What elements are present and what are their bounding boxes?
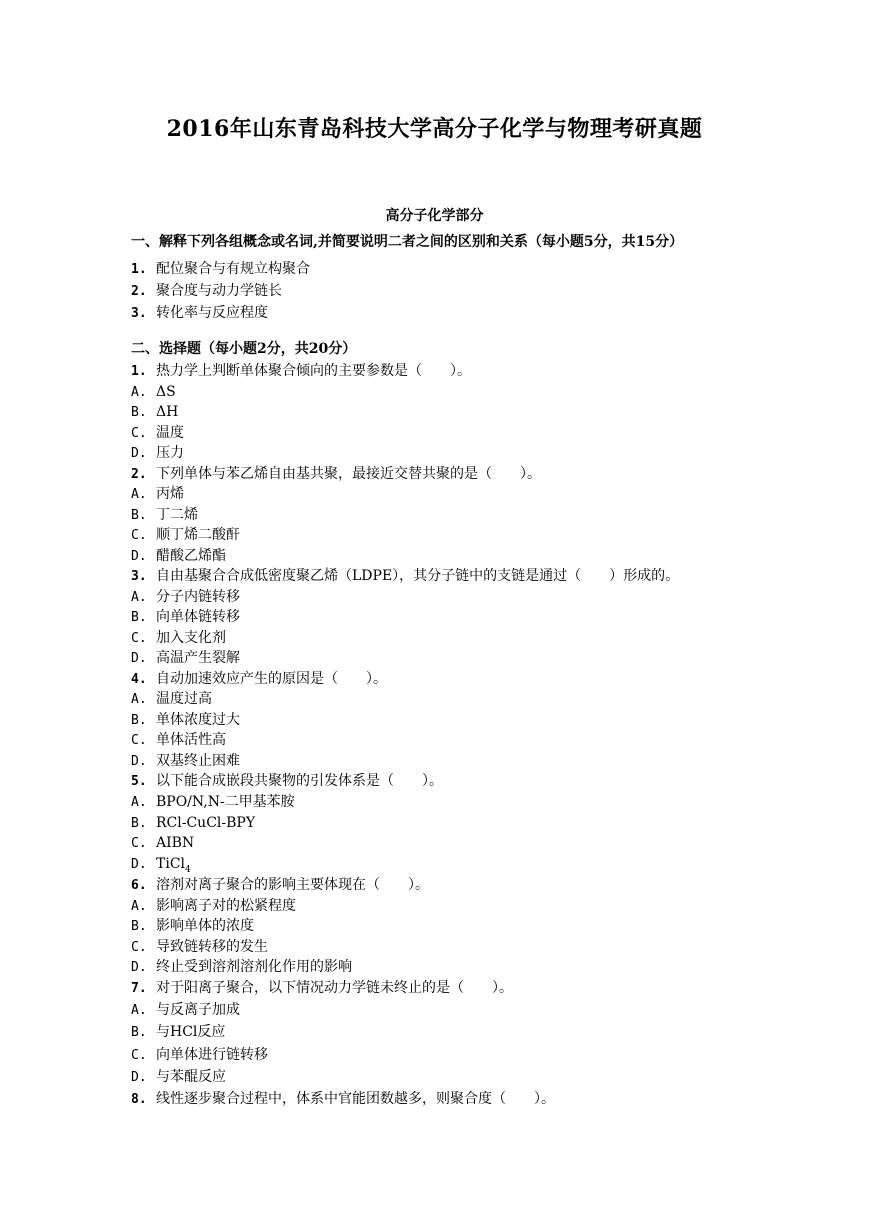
subscript: 4: [185, 864, 191, 875]
option: D. TiCl$_4$: [131, 856, 191, 875]
option: B. 与HCl反应: [131, 1024, 226, 1040]
option: A. 分子内链转移: [131, 589, 240, 605]
part-title: 高分子化学部分: [385, 208, 484, 224]
option: C. 顺丁烯二酸酐: [131, 527, 240, 543]
option: A. BPO/N,N-二甲基苯胺: [131, 794, 295, 810]
option: D. 高温产生裂解: [131, 650, 240, 666]
option: C. 加入支化剂: [131, 630, 226, 646]
option: D. 双基终止困难: [131, 753, 240, 769]
option: B. ΔH: [131, 404, 179, 420]
option: D. 压力: [131, 445, 184, 461]
option: A. 温度过高: [131, 691, 212, 707]
question: 8. 线性逐步聚合过程中，体系中官能团数越多，则聚合度（ ）。: [131, 1091, 555, 1107]
question: 1. 热力学上判断单体聚合倾向的主要参数是（ ）。: [131, 363, 471, 379]
question: 7. 对于阳离子聚合，以下情况动力学链未终止的是（ ）。: [131, 980, 513, 996]
option: C. 导致链转移的发生: [131, 939, 268, 955]
question: 4. 自动加速效应产生的原因是（ ）。: [131, 671, 387, 687]
section2-heading: 二、选择题（每小题2分，共20分）: [131, 341, 357, 357]
option: C. 单体活性高: [131, 732, 226, 748]
option: A. ΔS: [131, 384, 176, 400]
option: C. AIBN: [131, 835, 195, 851]
option: A. 与反离子加成: [131, 1002, 240, 1018]
option: C. 向单体进行链转移: [131, 1047, 268, 1063]
question: 6. 溶剂对离子聚合的影响主要体现在（ ）。: [131, 877, 429, 893]
list-item: 1. 配位聚合与有规立构聚合: [131, 261, 310, 277]
list-item: 3. 转化率与反应程度: [131, 305, 268, 321]
section1-heading: 一、解释下列各组概念或名词,并简要说明二者之间的区别和关系（每小题5分，共15分）: [131, 234, 684, 250]
option: C. 温度: [131, 425, 184, 441]
option: A. 影响离子对的松紧程度: [131, 898, 296, 914]
document-title: 2016年山东青岛科技大学高分子化学与物理考研真题: [166, 116, 703, 142]
option: B. 影响单体的浓度: [131, 918, 254, 934]
question: 5. 以下能合成嵌段共聚物的引发体系是（ ）。: [131, 773, 443, 789]
question: 3. 自由基聚合合成低密度聚乙烯（LDPE），其分子链中的支链是通过（ ）形成的。: [131, 568, 680, 584]
list-item: 2. 聚合度与动力学链长: [131, 283, 282, 299]
option: D. 与苯醌反应: [131, 1069, 226, 1085]
option: D. 醋酸乙烯酯: [131, 548, 226, 564]
question: 2. 下列单体与苯乙烯自由基共聚，最接近交替共聚的是（ ）。: [131, 466, 541, 482]
option: B. 丁二烯: [131, 507, 198, 523]
option: A. 丙烯: [131, 486, 184, 502]
option: B. 单体浓度过大: [131, 712, 240, 728]
option: B. RCl-CuCl-BPY: [131, 815, 256, 831]
option: B. 向单体链转移: [131, 609, 240, 625]
option: D. 终止受到溶剂溶剂化作用的影响: [131, 959, 352, 975]
